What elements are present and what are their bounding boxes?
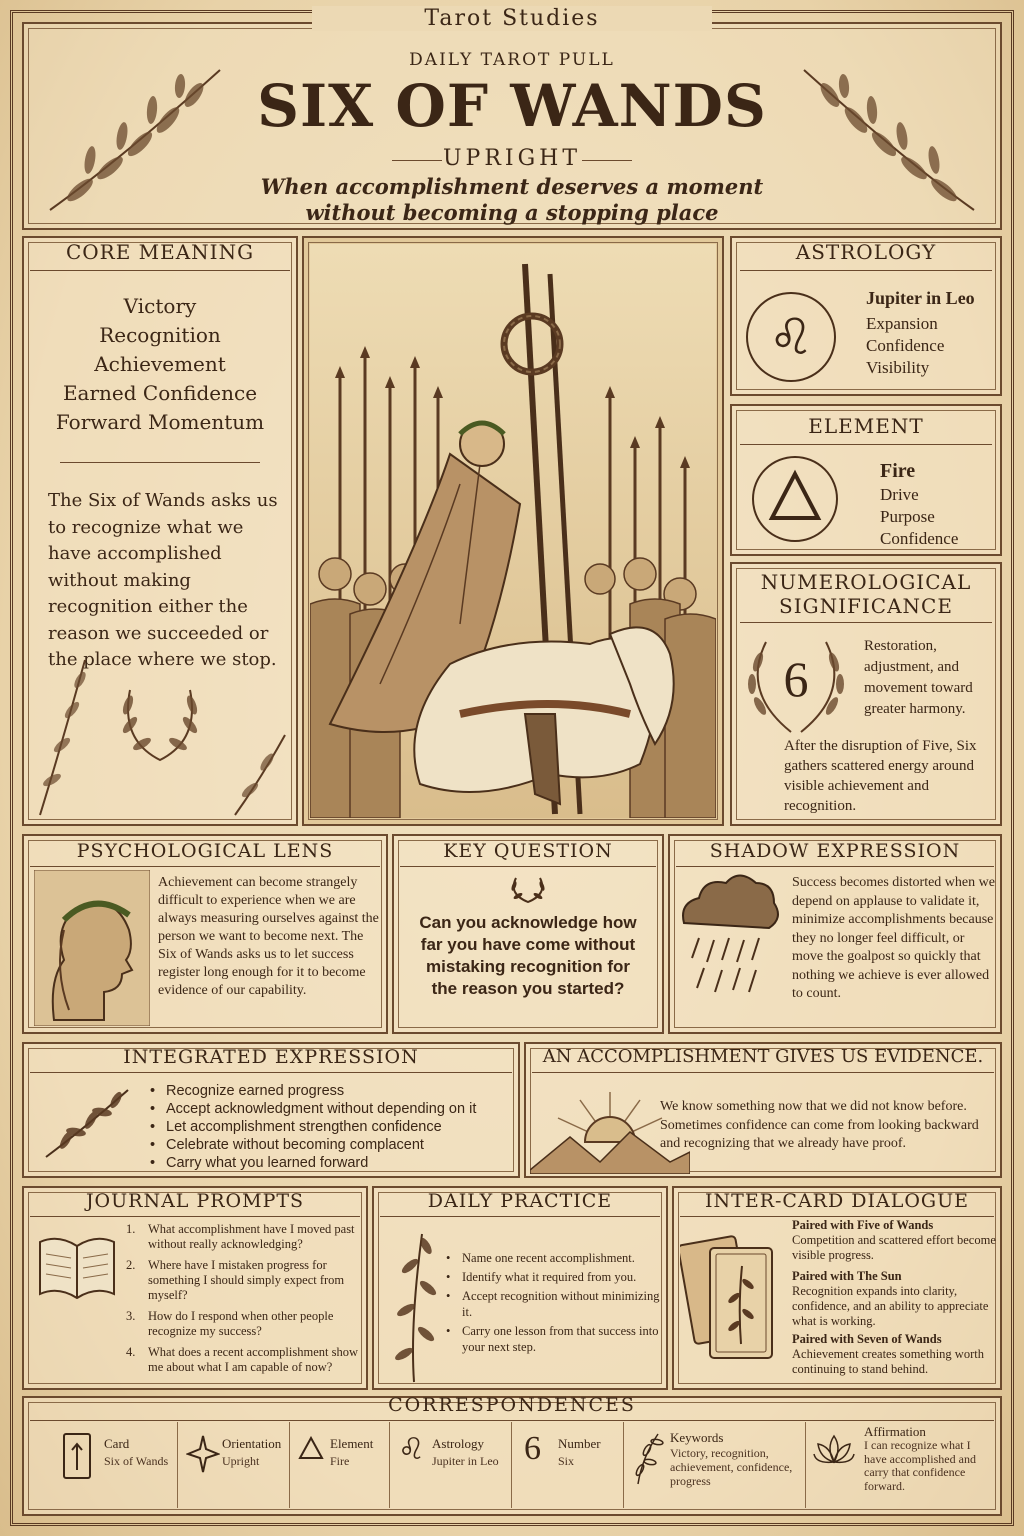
correspondences-title: CORRESPONDENCES — [388, 1394, 636, 1416]
corr-astrology-value: Jupiter in Leo — [432, 1454, 499, 1468]
core-keyword-2: Recognition — [99, 323, 221, 347]
vine-left-icon — [30, 650, 100, 820]
numerology-body: After the disruption of Five, Six gathers scattered energy around visible achievement and recognition. — [784, 738, 977, 814]
evidence-body: We know something now that we did not know before. Sometimes confidence can come from looking backward and recognizing that we already have proof. — [660, 1099, 979, 1151]
evidence-title: AN ACCOMPLISHMENT GIVES US EVIDENCE. — [542, 1046, 984, 1067]
open-book-icon — [36, 1232, 118, 1306]
small-laurel-icon — [506, 874, 550, 906]
integrated-item: • Accept acknowledgment without depending on it — [148, 1100, 512, 1118]
integrated-item: • Recognize earned progress — [148, 1082, 512, 1100]
psychological-title-rule — [30, 866, 380, 867]
header-kicker: DAILY TAROT PULL — [409, 50, 615, 70]
corr-card-value: Six of Wands — [104, 1454, 169, 1468]
star-icon — [186, 1434, 220, 1474]
integrated-title: INTEGRATED EXPRESSION — [123, 1046, 419, 1068]
fire-triangle-small-icon — [298, 1436, 324, 1460]
element-trait-3: Confidence — [880, 529, 959, 548]
leo-small-icon: ♌ — [398, 1432, 425, 1467]
evidence-title-rule — [532, 1072, 994, 1073]
dialogue-pair-3-body: Achievement creates something worth continuing to stand behind. — [792, 1347, 984, 1376]
corr-keywords-label: Keywords — [670, 1430, 724, 1445]
core-meaning-title: CORE MEANING — [65, 240, 255, 264]
dialogue-pair-2-body: Recognition expands into clarity, confidence, and an ability to appreciate what is working. — [792, 1284, 989, 1328]
lotus-icon — [812, 1432, 856, 1466]
shadow-body: Success becomes distorted when we depend on applause to validate it, minimize accomplishments because they no longer feel difficult, or move the goalpost so quickly that nothing we achieve is ever allowed to count. — [792, 875, 995, 1001]
fire-triangle-icon — [750, 454, 840, 544]
laureled-profile-icon — [34, 870, 150, 1026]
dialogue-pair-3-head: Paired with Seven of Wands — [792, 1332, 942, 1346]
core-keyword-5: Forward Momentum — [55, 410, 265, 434]
vine-right-icon — [225, 730, 295, 820]
journal-title: JOURNAL PROMPTS — [85, 1190, 305, 1212]
laurel-left-icon — [30, 40, 230, 220]
page-title: SIX OF WANDS — [257, 72, 767, 140]
astrology-title: ASTROLOGY — [795, 240, 937, 264]
shadow-title-rule — [676, 866, 994, 867]
practice-list — [444, 1250, 660, 1355]
storm-cloud-icon — [674, 868, 784, 1018]
integrated-list — [148, 1082, 512, 1172]
numerology-meaning: Restoration, adjustment, and movement toward greater harmony. — [864, 638, 973, 717]
shadow-title: SHADOW EXPRESSION — [709, 840, 961, 862]
dialogue-pair-1-body: Competition and scattered effort become visible progress. — [792, 1233, 996, 1262]
corr-affirmation-value: I can recognize what I have accomplished and carry that confidence forward. — [864, 1438, 976, 1493]
six-of-wands-illustration — [310, 244, 716, 818]
practice-item: • Accept recognition without minimizing it. — [444, 1288, 660, 1320]
astrology-title-rule — [740, 270, 992, 271]
integrated-item: • Carry what you learned forward — [148, 1154, 512, 1172]
leo-icon: ♌ — [768, 308, 814, 366]
journal-item: 2. Where have I mistaken progress for something I should simply expect from myself? — [126, 1258, 345, 1302]
laurel-wreath-icon — [110, 680, 210, 770]
numerology-title-rule — [740, 622, 992, 623]
numerology-title-line-2: SIGNIFICANCE — [779, 594, 953, 618]
element-trait-1: Drive — [880, 485, 919, 504]
corr-element-value: Fire — [330, 1454, 350, 1468]
laurel-right-icon — [794, 40, 994, 220]
core-keyword-1: Victory — [123, 294, 197, 318]
dialogue-pair-1-head: Paired with Five of Wands — [792, 1218, 934, 1232]
core-meaning-body: The Six of Wands asks us to recognize what we have accomplished without making recognition either the reason we succeeded or the place where we stop. — [48, 490, 278, 670]
journal-item: 4. What does a recent accomplishment show me about what I am capable of now? — [126, 1345, 358, 1374]
key-question-title: KEY QUESTION — [443, 840, 613, 862]
site-name: Tarot Studies — [312, 6, 712, 31]
practice-title-rule — [380, 1216, 660, 1217]
corr-card-label: Card — [104, 1436, 130, 1451]
tarot-cards-icon — [680, 1226, 784, 1372]
laurel-small-icon — [630, 1430, 664, 1486]
journal-title-rule — [30, 1216, 360, 1217]
dialogue-pair-2-head: Paired with The Sun — [792, 1269, 902, 1283]
orientation-rule-left — [392, 160, 442, 161]
integrated-title-rule — [30, 1072, 512, 1073]
sprout-icon — [384, 1224, 444, 1384]
corr-orientation-label: Orientation — [222, 1436, 282, 1451]
core-keyword-4: Earned Confidence — [62, 381, 258, 405]
psychological-title: PSYCHOLOGICAL LENS — [76, 840, 334, 862]
numerology-title-line-1: NUMEROLOGICAL — [760, 570, 972, 594]
subtitle-line-2: without becoming a stopping place — [305, 200, 719, 225]
integrated-item: • Let accomplishment strengthen confidence — [148, 1118, 512, 1136]
orientation-rule-right — [582, 160, 632, 161]
orientation-label: UPRIGHT — [442, 146, 582, 171]
astrology-name: Jupiter in Leo — [866, 288, 975, 308]
core-divider — [60, 462, 260, 463]
element-title: ELEMENT — [808, 414, 924, 438]
olive-branch-icon — [36, 1082, 136, 1162]
dialogue-title: INTER-CARD DIALOGUE — [705, 1190, 969, 1212]
corr-keywords-value: Victory, recognition, achievement, confidence, progress — [670, 1446, 793, 1488]
number-six-icon: 6 — [524, 1430, 541, 1467]
card-icon — [62, 1432, 92, 1480]
psychological-body: Achievement can become strangely difficult to experience when we are always measuring ourselves against the person we want to become next. The Six of Wands asks us to let success register long enough for it to become evidence of our capability. — [158, 875, 379, 998]
journal-item: 1. What accomplishment have I moved past without really acknowledging? — [126, 1222, 355, 1251]
astrology-trait-2: Confidence — [866, 336, 945, 355]
core-meaning-title-rule — [30, 270, 290, 271]
practice-item: • Carry one lesson from that success into your next step. — [444, 1323, 660, 1355]
practice-item: • Identify what it required from you. — [444, 1269, 660, 1285]
subtitle-line-1: When accomplishment deserves a moment — [260, 174, 764, 199]
core-keyword-3: Achievement — [94, 352, 226, 376]
dialogue-title-rule — [680, 1216, 994, 1217]
practice-item: • Name one recent accomplishment. — [444, 1250, 660, 1266]
journal-list — [126, 1222, 362, 1381]
astrology-trait-1: Expansion — [866, 314, 938, 333]
element-trait-2: Purpose — [880, 507, 935, 526]
correspondences-title-rule — [30, 1420, 994, 1421]
astrology-trait-3: Visibility — [866, 358, 930, 377]
corr-affirmation-label: Affirmation — [864, 1424, 926, 1439]
element-name: Fire — [880, 460, 916, 482]
corr-orientation-value: Upright — [222, 1454, 260, 1468]
integrated-item: • Celebrate without becoming complacent — [148, 1136, 512, 1154]
corr-element-label: Element — [330, 1436, 374, 1451]
journal-item: 3. How do I respond when other people recognize my success? — [126, 1309, 334, 1338]
corr-number-label: Number — [558, 1436, 601, 1451]
leo-symbol-circle — [746, 292, 836, 382]
practice-title: DAILY PRACTICE — [427, 1190, 613, 1212]
key-question-title-rule — [400, 866, 656, 867]
corr-number-value: Six — [558, 1454, 575, 1468]
element-title-rule — [740, 444, 992, 445]
numerology-number: 6 — [783, 651, 809, 707]
corr-astrology-label: Astrology — [432, 1436, 484, 1451]
key-question-body: Can you acknowledge how far you have come without mistaking recognition for the reason you started? — [419, 913, 637, 998]
